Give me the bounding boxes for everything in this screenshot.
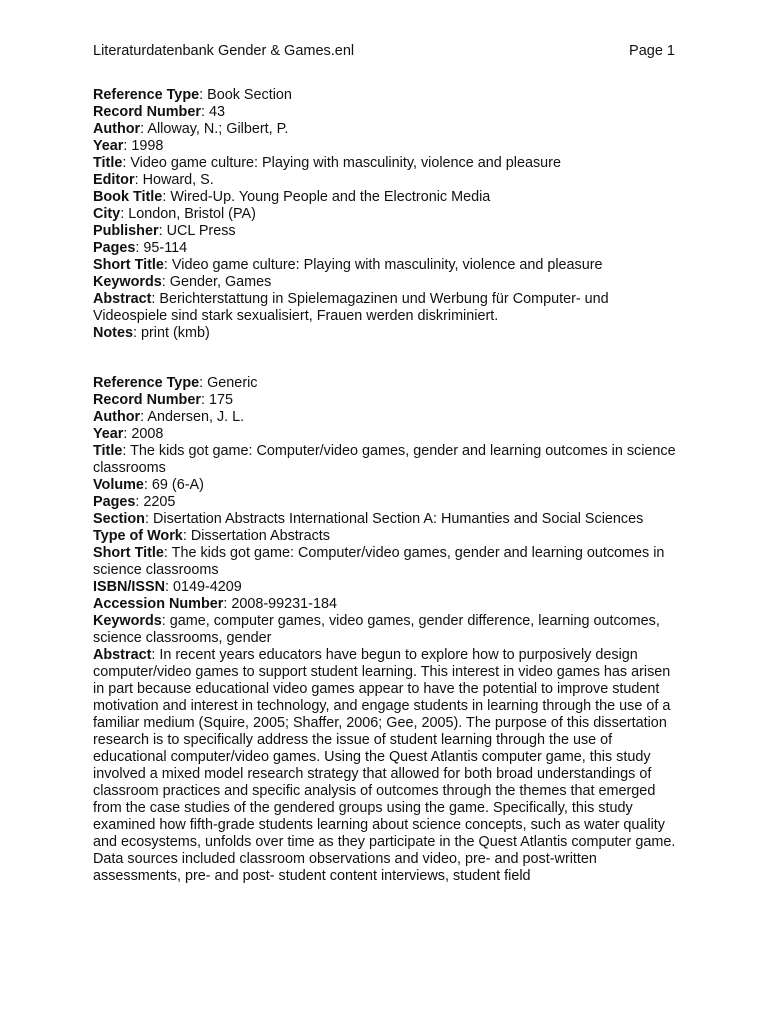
field-separator: : [200,392,209,408]
field-label: Pages [93,494,136,510]
field-separator: : [164,579,173,595]
field-separator: : [151,647,160,663]
field-value: print (kmb) [140,325,210,341]
field-separator: : [158,223,167,239]
field-label: Abstract [93,291,152,307]
field-value: Generic [207,375,258,391]
field-value: Dissertation Abstracts [190,528,330,544]
field-separator: : [120,206,129,222]
field-label: Year [93,138,124,154]
field-value: Video game culture: Playing with masculinity, violence and pleasure [130,155,561,171]
field-label: Volume [93,477,144,493]
field-separator: : [122,443,131,459]
record-field [93,240,683,257]
field-label: Publisher [93,223,159,239]
record-field [93,494,683,511]
reference-record [93,375,683,885]
record-field [93,121,683,138]
record-field [93,206,683,223]
field-separator: : [144,511,153,527]
field-label: Pages [93,240,136,256]
field-label: Reference Type [93,87,200,103]
field-value: UCL Press [166,223,236,239]
record-field [93,274,683,291]
field-separator: : [163,545,172,561]
record-field [93,257,683,274]
field-separator: : [123,138,132,154]
field-label: Accession Number [93,596,224,612]
record-field [93,426,683,443]
field-separator: : [161,274,170,290]
field-label: Record Number [93,392,201,408]
record-field [93,223,683,240]
field-label: Notes [93,325,133,341]
field-value: 43 [208,104,225,120]
record-field [93,104,683,121]
field-value: 95-114 [143,240,188,256]
field-separator: : [223,596,232,612]
record-field [93,291,683,325]
record-field [93,545,683,579]
field-value: London, Bristol (PA) [128,206,256,222]
field-separator: : [199,87,208,103]
record-field [93,87,683,104]
field-label: Short Title [93,545,164,561]
field-separator: : [122,155,131,171]
field-separator: : [132,325,141,341]
field-label: Author [93,409,141,425]
field-separator: : [140,409,148,425]
field-label: Keywords [93,613,162,629]
record-field [93,579,683,596]
field-value: 2205 [143,494,176,510]
field-value: The kids got game: Computer/video games, gender and learning outcomes in science classrooms [93,443,676,476]
field-separator: : [199,375,208,391]
field-separator: : [151,291,160,307]
field-value: 69 (6-A) [151,477,204,493]
header-filename: Literaturdatenbank Gender & Games.enl [93,43,355,59]
field-separator: : [134,172,143,188]
field-value: The kids got game: Computer/video games, gender and learning outcomes in science classrooms [93,545,665,578]
record-field [93,375,683,392]
field-label: ISBN/ISSN [93,579,165,595]
field-label: Type of Work [93,528,183,544]
field-separator: : [182,528,191,544]
record-field [93,325,683,342]
record-field [93,477,683,494]
field-separator: : [162,189,171,205]
record-field [93,155,683,172]
field-value: Gender, Games [169,274,272,290]
field-value: Video game culture: Playing with masculinity, violence and pleasure [171,257,603,273]
field-separator: : [135,494,144,510]
field-value: 0149-4209 [172,579,242,595]
field-separator: : [123,426,132,442]
field-value: Howard, S. [142,172,214,188]
record-field [93,443,683,477]
field-separator: : [140,121,148,137]
reference-list [93,87,683,885]
field-separator: : [161,613,170,629]
field-label: Record Number [93,104,201,120]
field-label: Title [93,155,123,171]
field-label: Abstract [93,647,152,663]
field-separator: : [135,240,144,256]
field-label: Year [93,426,124,442]
field-value: 2008-99231-184 [231,596,337,612]
record-field [93,172,683,189]
field-label: Reference Type [93,375,200,391]
field-value: In recent years educators have begun to explore how to purposively design computer/video games to support student learning. This interest in video games has arisen in part because educational video games appear to have the potential to improve student motivation and interest in technology, and engage students in learning through the use of a familiar medium (Squire, 2005; Shaffer, 2006; Gee, 2005). The purpose of this dissertation research is to specifically address the issue of student learning through the use of educational computer/video games. Using the Quest Atlantis computer game, this study involved a mixed model research strategy that allowed for both broad understandings of classroom practices and specific analysis of outcomes through the themes that emerged from the case studies of the gendered groups using the game. Specifically, this study examined how fifth-grade students learning about science concepts, such as water quality and ecosystems, unfolds over time as they participate in the Quest Atlantis computer game. Data sources included classroom observations and video, pre- and post-written assessments, pre- and post- student content interviews, student field [93,647,676,884]
field-value: Book Section [207,87,292,103]
record-field [93,392,683,409]
header-page-number: Page 1 [629,43,675,59]
field-value: Berichterstattung in Spielemagazinen und Werbung für Computer- und Videospiele sind stark sexualisiert, Frauen werden diskriminiert. [93,291,609,324]
field-label: Keywords [93,274,162,290]
record-field [93,596,683,613]
field-value: Andersen, J. L. [147,409,245,425]
field-separator: : [143,477,152,493]
record-field [93,511,683,528]
field-label: Editor [93,172,135,188]
field-label: City [93,206,121,222]
field-value: Disertation Abstracts International Section A: Humanties and Social Sciences [152,511,644,527]
field-label: Author [93,121,141,137]
field-value: 2008 [131,426,164,442]
record-field [93,409,683,426]
record-field [93,647,683,885]
field-value: Wired-Up. Young People and the Electronic Media [170,189,491,205]
record-field [93,528,683,545]
field-value: game, computer games, video games, gender difference, learning outcomes, science classrooms, gender [93,613,660,646]
field-value: 175 [208,392,233,408]
field-label: Book Title [93,189,163,205]
field-value: Alloway, N.; Gilbert, P. [147,121,289,137]
record-field [93,138,683,155]
field-separator: : [200,104,209,120]
record-field [93,613,683,647]
field-separator: : [163,257,172,273]
field-value: 1998 [131,138,164,154]
field-label: Short Title [93,257,164,273]
record-field [93,189,683,206]
reference-record [93,87,683,342]
field-label: Title [93,443,123,459]
field-label: Section [93,511,145,527]
